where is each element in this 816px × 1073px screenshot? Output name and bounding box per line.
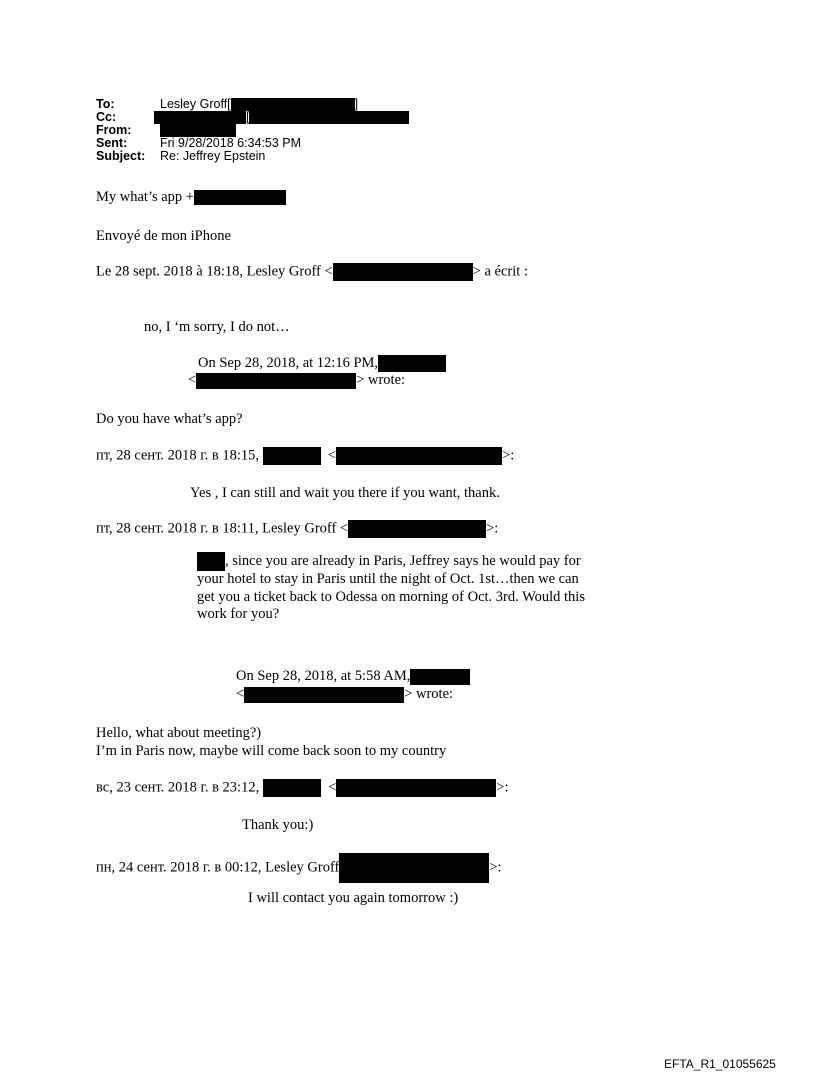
yes-line: Yes , I can still and wait you there if you want, thank. <box>190 485 500 501</box>
quote-header-le28: Le 28 sept. 2018 à 18:18, Lesley Groff < > a écrit : <box>96 263 528 280</box>
sorry-line: no, I ‘m sorry, I do not… <box>144 319 290 335</box>
redaction-block <box>333 263 473 281</box>
to-label: To: <box>96 97 115 111</box>
subject-label: Subject: <box>96 149 146 163</box>
signature-line: Envoyé de mon iPhone <box>96 228 231 244</box>
redaction-block <box>336 447 502 465</box>
quote-header-1216: On Sep 28, 2018, at 12:16 PM, <box>198 355 446 372</box>
quote-header-0012: пн, 24 сент. 2018 г. в 00:12, Lesley Groff >: <box>96 853 502 883</box>
question-line: Do you have what’s app? <box>96 411 243 427</box>
subject-value: Re: Jeffrey Epstein <box>160 149 266 163</box>
redaction-block <box>244 687 404 703</box>
redaction-block <box>154 111 246 124</box>
to-value: Lesley Groff[ ] <box>160 97 359 111</box>
redaction-block <box>339 853 489 883</box>
hello-paragraph: Hello, what about meeting?) I’m in Paris now, maybe will come back soon to my country <box>96 725 447 759</box>
contact-line: I will contact you again tomorrow :) <box>248 890 459 906</box>
redaction-block <box>263 447 321 465</box>
sent-value: Fri 9/28/2018 6:34:53 PM <box>160 136 302 150</box>
redaction-block <box>410 669 470 685</box>
quote-sender-558: < > wrote: <box>236 686 454 702</box>
redaction-block <box>197 552 225 571</box>
redaction-block <box>263 779 321 797</box>
paris-paragraph: , since you are already in Paris, Jeffrey says he would pay for your hotel to stay in Paris until the night of Oct. 1st…then we can get you a ticket back to Odessa on morning of Oct. 3rd. Would this work for you? <box>197 552 585 622</box>
quote-header-1815: пт, 28 сент. 2018 г. в 18:15, < >: <box>96 447 515 464</box>
redaction-block <box>336 779 496 797</box>
from-label: From: <box>96 123 132 137</box>
quote-header-558: On Sep 28, 2018, at 5:58 AM, <box>236 668 470 685</box>
whatsapp-line: My what’s app + <box>96 189 286 206</box>
quote-sender-1216: < > wrote: <box>188 372 406 388</box>
cc-label: Cc: <box>96 110 117 124</box>
redaction-block <box>194 190 286 205</box>
quote-header-1811: пт, 28 сент. 2018 г. в 18:11, Lesley Groff < >: <box>96 520 499 537</box>
sent-label: Sent: <box>96 136 128 150</box>
redaction-block <box>249 111 409 124</box>
cc-value: [ <box>154 111 409 124</box>
thankyou-line: Thank you:) <box>242 817 314 833</box>
redaction-block <box>196 373 356 389</box>
document-id: EFTA_R1_01055625 <box>664 1057 776 1071</box>
redaction-block <box>348 520 486 538</box>
quote-header-2312: вс, 23 сент. 2018 г. в 23:12, < >: <box>96 779 509 796</box>
redaction-block <box>378 355 446 372</box>
